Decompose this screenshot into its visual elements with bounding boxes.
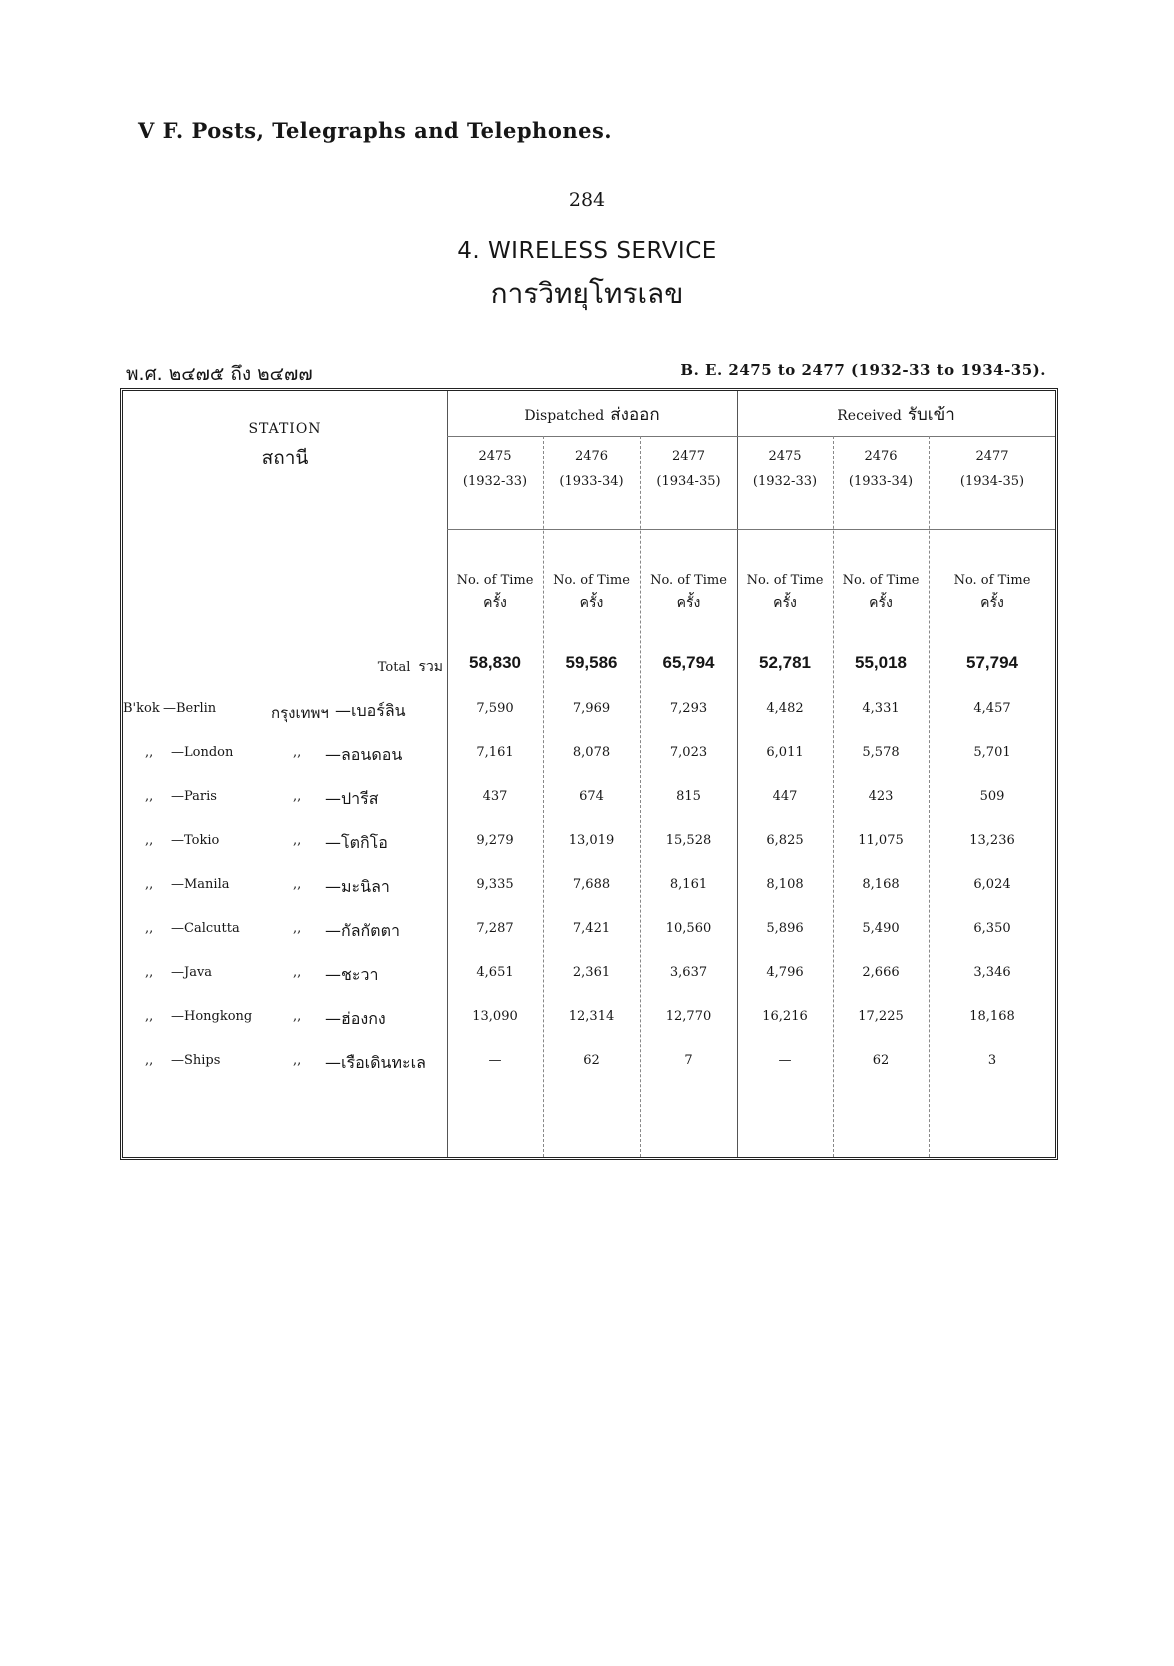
cell-value: 5,578 <box>862 745 900 760</box>
row-ditto: ,, <box>293 833 302 848</box>
cell-value: 11,075 <box>858 833 904 848</box>
cell-value: 13,090 <box>472 1009 518 1024</box>
row-prefix: ,, <box>145 745 154 760</box>
year-header <box>543 449 640 489</box>
year-header <box>640 449 737 489</box>
received-header-en: Received <box>837 408 902 424</box>
total-label-en: Total <box>377 660 411 675</box>
row-prefix: ,, <box>145 833 154 848</box>
cell-value: 5,490 <box>862 921 900 936</box>
wireless-service-table <box>120 388 1058 1160</box>
year-be: 2476 <box>574 449 609 464</box>
cell-value: 62 <box>583 1053 600 1068</box>
cell-value: 17,225 <box>858 1009 904 1024</box>
cell-value: 2,361 <box>572 965 611 980</box>
row-station-th: —กัลกัตตา <box>325 921 400 940</box>
cell-value: 16,216 <box>762 1009 808 1024</box>
cell-value: 12,314 <box>568 1009 615 1024</box>
cell-value: 6,825 <box>766 833 804 848</box>
cell-value: 7,023 <box>669 745 708 760</box>
row-station-en: —London <box>171 745 234 760</box>
cell-value: 447 <box>772 789 798 804</box>
row-station-th: —ลอนดอน <box>325 745 403 764</box>
row-ditto: ,, <box>293 877 302 892</box>
row-station-en: —Java <box>171 965 213 980</box>
column-divider <box>737 391 738 1157</box>
row-station-th: —ปารีส <box>325 789 379 808</box>
station-header-en: STATION <box>248 421 322 437</box>
dispatched-header-th: ส่งออก <box>610 405 660 425</box>
year-header <box>833 449 929 489</box>
cell-value: 15,528 <box>665 833 712 848</box>
cell-value: 7 <box>684 1053 693 1068</box>
cell-value: 13,236 <box>969 833 1015 848</box>
year-header <box>447 449 543 489</box>
row-station-en: —Manila <box>171 877 230 892</box>
cell-value: 7,293 <box>669 701 708 716</box>
row-station-en: —Hongkong <box>171 1009 253 1024</box>
cell-value: 815 <box>676 789 701 804</box>
year-be: 2476 <box>864 449 898 464</box>
year-header <box>929 449 1055 489</box>
unit-th: ครั้ง <box>773 595 797 611</box>
cell-value: 509 <box>979 789 1005 804</box>
row-station-th: —เรือเดินทะเล <box>325 1053 426 1072</box>
row-prefix: ,, <box>145 1053 154 1068</box>
unit-th: ครั้ง <box>676 595 701 611</box>
section-heading: V F. Posts, Telegraphs and Telephones. <box>138 118 613 143</box>
row-divider <box>447 529 1055 530</box>
cell-value: 8,168 <box>862 877 900 892</box>
cell-value: 674 <box>579 789 604 804</box>
dispatched-header-en: Dispatched <box>524 408 605 424</box>
cell-value: 3,346 <box>973 965 1011 980</box>
row-station-th: —มะนิลา <box>325 877 390 896</box>
year-ce: (1932-33) <box>752 474 818 489</box>
cell-value: 7,969 <box>572 701 611 716</box>
year-be: 2477 <box>975 449 1009 464</box>
row-ditto: ,, <box>293 1053 302 1068</box>
cell-value: — <box>778 1053 792 1068</box>
total-value: 58,830 <box>469 653 521 672</box>
row-prefix: B'kok <box>123 701 160 716</box>
row-ditto: ,, <box>293 745 302 760</box>
row-ditto: ,, <box>293 1009 302 1024</box>
unit-en: No. of Time <box>842 573 920 588</box>
row-prefix: ,, <box>145 789 154 804</box>
row-ditto: กรุงเทพฯ <box>271 704 329 722</box>
year-be: 2475 <box>768 449 802 464</box>
total-value: 59,586 <box>565 653 618 672</box>
received-header <box>737 401 1055 428</box>
page-number: 284 <box>568 189 606 211</box>
unit-en: No. of Time <box>456 573 534 588</box>
unit-th: ครั้ง <box>579 595 604 611</box>
unit-header <box>447 573 543 614</box>
cell-value: 2,666 <box>862 965 900 980</box>
unit-th: ครั้ง <box>483 595 507 611</box>
station-header-th: สถานี <box>261 447 309 469</box>
cell-value: 62 <box>872 1053 890 1068</box>
cell-value: 7,161 <box>476 745 514 760</box>
row-divider <box>447 436 1055 437</box>
row-station-en: —Paris <box>171 789 217 804</box>
cell-value: 4,651 <box>476 965 514 980</box>
cell-value: 7,421 <box>572 921 611 936</box>
total-value: 57,794 <box>966 653 1018 672</box>
year-ce: (1934-35) <box>959 474 1025 489</box>
cell-value: 4,457 <box>973 701 1011 716</box>
table-title-th: การวิทยุโทรเลข <box>490 277 684 310</box>
period-en: B. E. 2475 to 2477 (1932-33 to 1934-35). <box>680 361 1046 379</box>
cell-value: 5,896 <box>766 921 804 936</box>
received-header-th: รับเข้า <box>907 405 955 425</box>
row-station-en: —Ships <box>171 1053 221 1068</box>
row-ditto: ,, <box>293 921 302 936</box>
table-title-en: 4. WIRELESS SERVICE <box>457 238 717 264</box>
cell-value: 8,161 <box>669 877 708 892</box>
cell-value: 8,108 <box>766 877 804 892</box>
unit-header <box>833 573 929 614</box>
cell-value: 10,560 <box>665 921 712 936</box>
year-ce: (1934-35) <box>656 474 721 489</box>
unit-en: No. of Time <box>650 573 727 588</box>
cell-value: 423 <box>868 789 894 804</box>
cell-value: 4,482 <box>766 701 804 716</box>
total-label-th: รวม <box>418 659 443 675</box>
total-value: 65,794 <box>662 653 715 672</box>
row-ditto: ,, <box>293 789 302 804</box>
row-ditto: ,, <box>293 965 302 980</box>
cell-value: 18,168 <box>969 1009 1015 1024</box>
unit-th: ครั้ง <box>869 595 893 611</box>
unit-header <box>737 573 833 614</box>
cell-value: 7,590 <box>476 701 514 716</box>
row-prefix: ,, <box>145 1009 154 1024</box>
year-be: 2475 <box>478 449 512 464</box>
year-be: 2477 <box>671 449 706 464</box>
row-prefix: ,, <box>145 965 154 980</box>
row-station-th: —ฮ่องกง <box>325 1009 386 1028</box>
cell-value: 437 <box>482 789 508 804</box>
cell-value: 3 <box>987 1053 997 1068</box>
unit-header <box>543 573 640 614</box>
row-prefix: ,, <box>145 921 154 936</box>
row-station-en: —Berlin <box>163 701 217 716</box>
row-station-th: —เบอร์ลิน <box>335 701 406 720</box>
row-station-th: —โตกิโอ <box>325 833 388 852</box>
cell-value: 6,011 <box>766 745 804 760</box>
dispatched-header <box>447 401 737 428</box>
cell-value: 7,287 <box>476 921 514 936</box>
unit-header <box>640 573 737 614</box>
unit-header <box>929 573 1055 614</box>
cell-value: 9,335 <box>476 877 514 892</box>
total-value: 52,781 <box>759 653 811 672</box>
row-prefix: ,, <box>145 877 154 892</box>
cell-value: 4,796 <box>766 965 804 980</box>
row-station-th: —ชะวา <box>325 965 379 984</box>
unit-en: No. of Time <box>553 573 630 588</box>
period-th: พ.ศ. ๒๔๗๕ ถึง ๒๔๗๗ <box>126 363 313 385</box>
year-ce: (1933-34) <box>848 474 914 489</box>
year-ce: (1932-33) <box>462 474 528 489</box>
cell-value: 5,701 <box>973 745 1011 760</box>
cell-value: 7,688 <box>572 877 611 892</box>
cell-value: — <box>488 1053 502 1068</box>
cell-value: 6,350 <box>973 921 1011 936</box>
cell-value: 6,024 <box>973 877 1011 892</box>
cell-value: 13,019 <box>568 833 615 848</box>
column-divider <box>447 391 448 1157</box>
cell-value: 12,770 <box>665 1009 712 1024</box>
row-station-en: —Calcutta <box>171 921 240 936</box>
unit-th: ครั้ง <box>980 595 1004 611</box>
total-value: 55,018 <box>855 653 907 672</box>
cell-value: 3,637 <box>669 965 708 980</box>
total-label <box>323 656 443 678</box>
cell-value: 8,078 <box>572 745 611 760</box>
row-station-en: —Tokio <box>171 833 220 848</box>
year-header <box>737 449 833 489</box>
unit-en: No. of Time <box>746 573 824 588</box>
year-ce: (1933-34) <box>559 474 624 489</box>
unit-en: No. of Time <box>953 573 1031 588</box>
cell-value: 4,331 <box>862 701 900 716</box>
cell-value: 9,279 <box>476 833 514 848</box>
